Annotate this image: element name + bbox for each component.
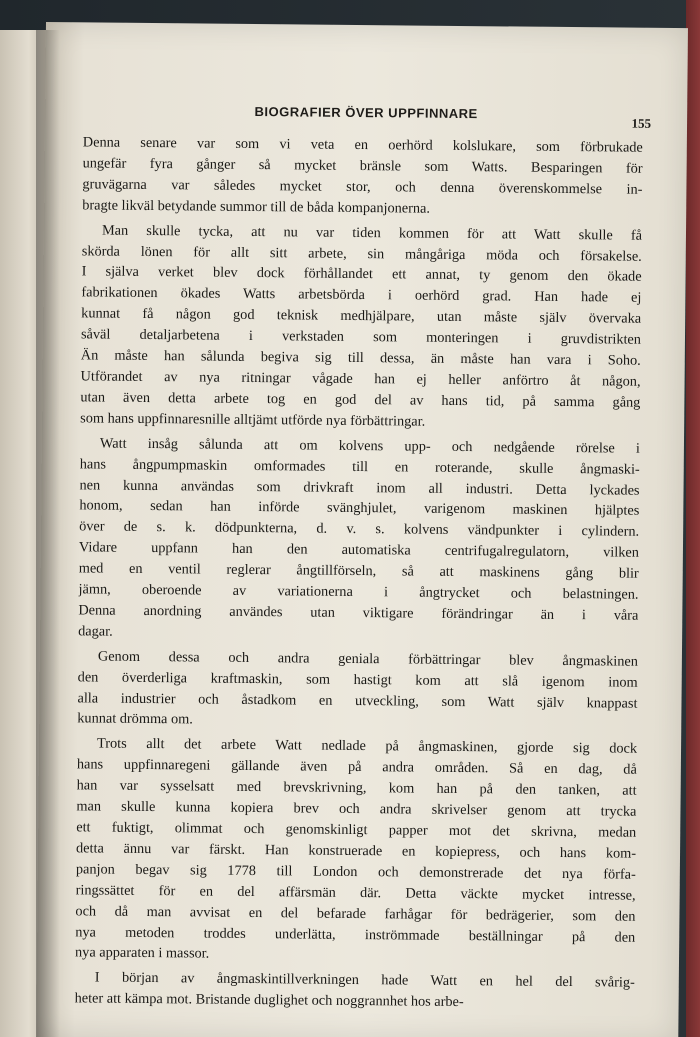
text-line: I själva verket blev dock förhållandet ett annat, ty genom den ökade bbox=[81, 263, 642, 286]
text-line: Denna anordning användes utan viktigare förändringar än i våra bbox=[78, 602, 639, 624]
body-text bbox=[75, 132, 643, 1014]
text-line: man skulle kunna kopiera brev och andra skrivelser genom att trycka bbox=[76, 798, 637, 820]
text-line: alla industrier och åstadkom en utveckling, som Watt själv knappast bbox=[77, 689, 638, 712]
text-line: Genom dessa och andra geniala förbättringar blev ångmaskinen bbox=[97, 648, 638, 670]
text-line: och då man avvisat en del befarade farhågar för bedrägerier, som den bbox=[75, 902, 636, 925]
text-line: nya apparaten i massor. bbox=[74, 944, 210, 963]
text-line: heter att kämpa mot. Bristande duglighet och noggrannhet hos arbe- bbox=[74, 990, 464, 1011]
paragraph bbox=[77, 646, 638, 735]
text-line: den överderliga kraftmaskin, som hastigt kom att slå igenom inom bbox=[77, 668, 638, 691]
text-line: ungefär fyra gånger så mycket bränsle som Watts. Besparingen för bbox=[82, 155, 643, 177]
text-line: Man skulle tycka, att nu var tiden kommen för att Watt skulle få bbox=[101, 222, 643, 244]
paragraph bbox=[78, 433, 640, 647]
text-line: bragte likväl betydande summor till de båda kompanjonerna. bbox=[82, 197, 431, 217]
text-line: hans ångpumpmaskin omformades till en roterande, skulle ångmaski- bbox=[79, 455, 640, 478]
text-line: som hans uppfinnaresnille alltjämt utförde nya förbättringar. bbox=[80, 410, 426, 430]
text-line: han var sysselsatt med brevskrivning, kom han på den tanken, att bbox=[76, 777, 637, 799]
text-line: kunnat få någon god teknisk medhjälpare, utan måste själv övervaka bbox=[81, 305, 642, 327]
text-line: över de s. k. dödpunkterna, d. v. s. kolvens vändpunkter i cylindern. bbox=[79, 518, 640, 541]
text-line: kunnat drömma om. bbox=[77, 710, 193, 728]
book-page bbox=[36, 22, 688, 1037]
text-line: Trots allt det arbete Watt nedlade på ångmaskinen, gjorde sig dock bbox=[96, 735, 638, 758]
text-line: hans uppfinnaregeni gällande även på andra områden. Så en dag, då bbox=[76, 756, 637, 778]
text-line: skörda lönen för allt sitt arbete, sin mångåriga möda och försakelse. bbox=[81, 242, 642, 265]
text-line: ett fuktigt, olimmat och genomskinligt papper mot det skrivna, medan bbox=[76, 819, 637, 841]
text-line: såväl detaljarbetena i verkstaden som monteringen i gruvdistrikten bbox=[80, 326, 642, 348]
text-line: dagar. bbox=[78, 623, 113, 640]
paragraph bbox=[80, 220, 642, 434]
text-line: Denna senare var som vi veta en oerhörd kolslukare, som förbrukade bbox=[82, 134, 643, 156]
text-line: Vidare uppfann han den automatiska centrifugalregulatorn, vilken bbox=[78, 539, 640, 561]
text-line: Utförandet av nya ritningar vågade han ej heller anförtro åt någon, bbox=[80, 368, 641, 390]
text-line: nya metoden troddes underlätta, inströmmade beställningar på den bbox=[75, 923, 636, 946]
text-line: panjon begav sig 1778 till London och demonstrerade det nya förfa- bbox=[75, 861, 636, 883]
running-head: BIOGRAFIER ÖVER UPPFINNARE bbox=[254, 104, 478, 122]
text-line: utan även detta arbete tog en god del av hans tid, på samma gång bbox=[80, 389, 641, 411]
text-line: detta ännu var färskt. Han konstruerade en kopiepress, och hans kom- bbox=[75, 840, 637, 862]
text-line: ringssättet för en del affärsmän där. Detta väckte mycket intresse, bbox=[75, 882, 636, 904]
text-line: nen kunna användas som drivkraft inom all industri. Detta lyckades bbox=[79, 476, 640, 499]
paragraph bbox=[75, 734, 637, 969]
page-number: 155 bbox=[631, 115, 652, 131]
text-line: I början av ångmaskintillverkningen hade Watt en hel del svårig- bbox=[94, 969, 635, 992]
text-line: med en ventil reglerar ångtillförseln, så att maskinens gång blir bbox=[78, 560, 639, 582]
paragraph bbox=[82, 132, 643, 221]
text-line: Watt insåg sålunda att om kolvens upp- och nedgående rörelse i bbox=[99, 435, 641, 457]
text-line: jämn, oberoende av variationerna i ångtrycket och belastningen. bbox=[78, 581, 639, 603]
text-line: gruvägarna var således mycket stor, och denna överenskommelse in- bbox=[82, 176, 643, 198]
paragraph bbox=[75, 968, 635, 1015]
text-line: fabrikationen ökades Watts arbetsbörda i oerhörd grad. Han hade ej bbox=[81, 284, 642, 307]
text-line: Än måste han sålunda begiva sig till dessa, än måste han vara i Soho. bbox=[80, 347, 641, 369]
text-line: honom, sedan han införde svänghjulet, varigenom maskinen hjälptes bbox=[79, 497, 640, 520]
spine-shadow bbox=[36, 30, 60, 1037]
book-cover-edge bbox=[686, 0, 700, 1037]
